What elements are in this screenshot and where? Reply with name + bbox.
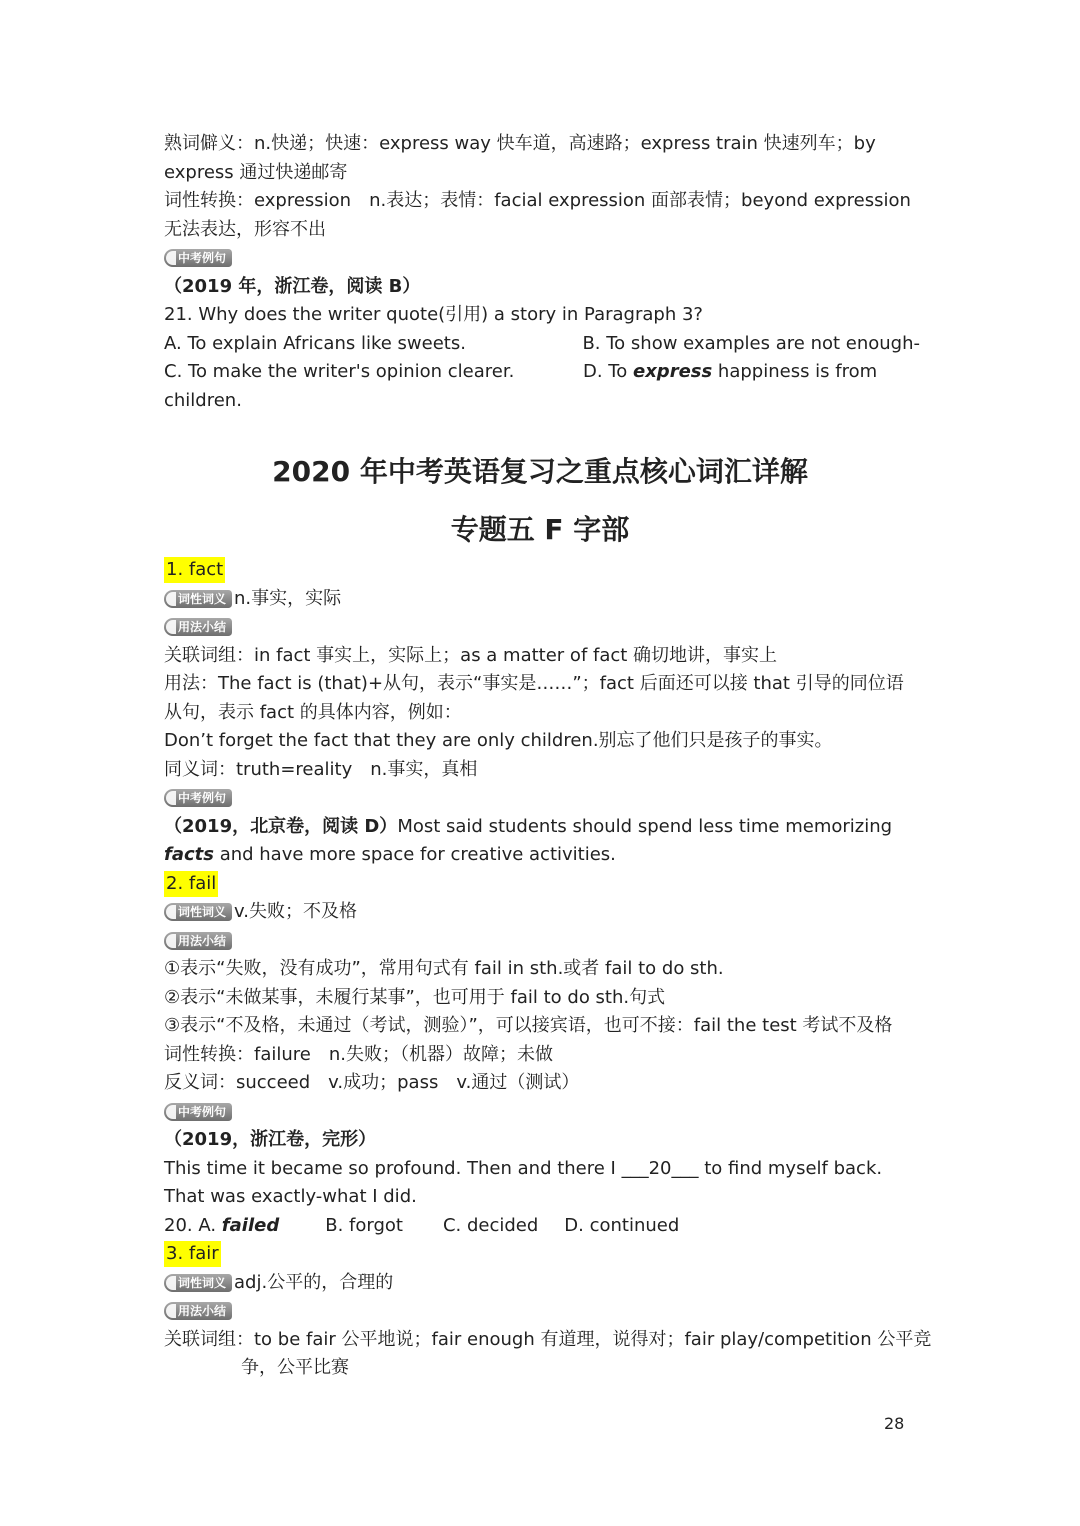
sub-title: 专题五 F 字部 — [450, 513, 630, 546]
word-conversion: 词性转换：expression n.表达；表情：facial expression 面部表情；beyond expression 无法表达，形容不出 — [164, 190, 911, 240]
entry-heading-fact: 1. fact — [164, 557, 225, 583]
main-title: 2020 年中考英语复习之重点核心词汇详解 — [272, 455, 808, 488]
fail-exam-text: This time it became so profound. Then and there I ___20___ to find myself back. That was exactly-what I did. — [164, 1157, 883, 1207]
fact-example: Don’t forget the fact that they are only children.别忘了他们只是孩子的事实。 — [164, 730, 833, 751]
fail-choice-a: failed — [221, 1214, 280, 1236]
part-of-speech-tag: 词性词义 — [164, 1274, 232, 1292]
fair-collocations-continued: 争，公平比赛 — [241, 1357, 349, 1378]
exam-example-tag: 中考例句 — [164, 249, 232, 267]
fair-collocations: 关联词组：to be fair 公平地说；fair enough 有道理，说得对；fair play/competition 公平竞 — [164, 1328, 932, 1350]
word-entries — [164, 556, 932, 1383]
fail-choices: 20. A. failed B. forgot C. decided D. continued — [164, 1214, 680, 1236]
fail-conversion: 词性转换：failure n.失败；（机器）故障；未做 — [164, 1043, 553, 1065]
fact-meaning: n.事实，实际 — [234, 587, 342, 609]
option-a: A. To explain Africans like sweets. — [164, 332, 466, 354]
usage-summary-tag: 用法小结 — [164, 1302, 232, 1320]
fail-choice-d: D. continued — [564, 1214, 680, 1236]
fail-usage-3: ③表示“不及格，未通过（考试，测验）”，可以接宾语，也可不接：fail the test 考试不及格 — [164, 1015, 893, 1036]
part-of-speech-tag: 词性词义 — [164, 903, 232, 921]
option-d-continued: children. — [164, 389, 242, 411]
fact-usage: 用法：The fact is (that)+从句，表示“事实是……”；fact 后面还可以接 that 引导的同位语从句，表示 fact 的具体内容，例如： — [164, 673, 904, 723]
option-c: C. To make the writer's opinion clearer. — [164, 361, 515, 382]
entry-heading-fail: 2. fail — [164, 871, 218, 897]
fail-choice-b: B. forgot — [325, 1214, 403, 1236]
option-b: B. To show examples are not enough- — [582, 332, 920, 354]
option-d-emphasis: express — [632, 361, 713, 382]
entry-heading-fair: 3. fair — [164, 1241, 221, 1267]
exam-source: （2019 年，浙江卷，阅读 B） — [164, 275, 421, 297]
fact-synonym: 同义词：truth=reality n.事实，真相 — [164, 758, 478, 780]
exam-example-tag: 中考例句 — [164, 1103, 232, 1121]
option-d: D. To express happiness is from — [583, 361, 878, 382]
page-number: 28 — [884, 1414, 905, 1433]
fail-usage-2: ②表示“未做某事，未履行某事”，也可用于 fail to do sth.句式 — [164, 986, 666, 1008]
exam-example-tag: 中考例句 — [164, 789, 232, 807]
fail-usage-1: ①表示“失败，没有成功”，常用句式有 fail in sth.或者 fail to do sth. — [164, 958, 724, 979]
fair-meaning: adj.公平的，合理的 — [234, 1271, 394, 1293]
familiar-meaning: 熟词僻义：n.快递；快速：express way 快车道，高速路；express train 快速列车；by express 通过快递邮寄 — [164, 133, 876, 183]
fail-choice-c: C. decided — [442, 1214, 539, 1236]
usage-summary-tag: 用法小结 — [164, 932, 232, 950]
fail-exam-source: （2019，浙江卷，完形） — [164, 1129, 377, 1150]
question: 21. Why does the writer quote(引用) a story in Paragraph 3? — [164, 304, 703, 325]
fact-collocations: 关联词组：in fact 事实上，实际上；as a matter of fact 确切地讲，事实上 — [164, 644, 778, 666]
usage-summary-tag: 用法小结 — [164, 618, 232, 636]
fact-exam-example: （2019，北京卷，阅读 D）Most said students should spend less time memorizing facts and have more space for creative activities. — [164, 815, 893, 865]
part-of-speech-tag: 词性词义 — [164, 590, 232, 608]
fail-meaning: v.失败；不及格 — [234, 901, 357, 922]
fact-exam-emphasis: facts — [164, 844, 214, 865]
fail-antonym: 反义词：succeed v.成功；pass v.通过（测试） — [164, 1072, 580, 1093]
express-section — [164, 130, 920, 415]
